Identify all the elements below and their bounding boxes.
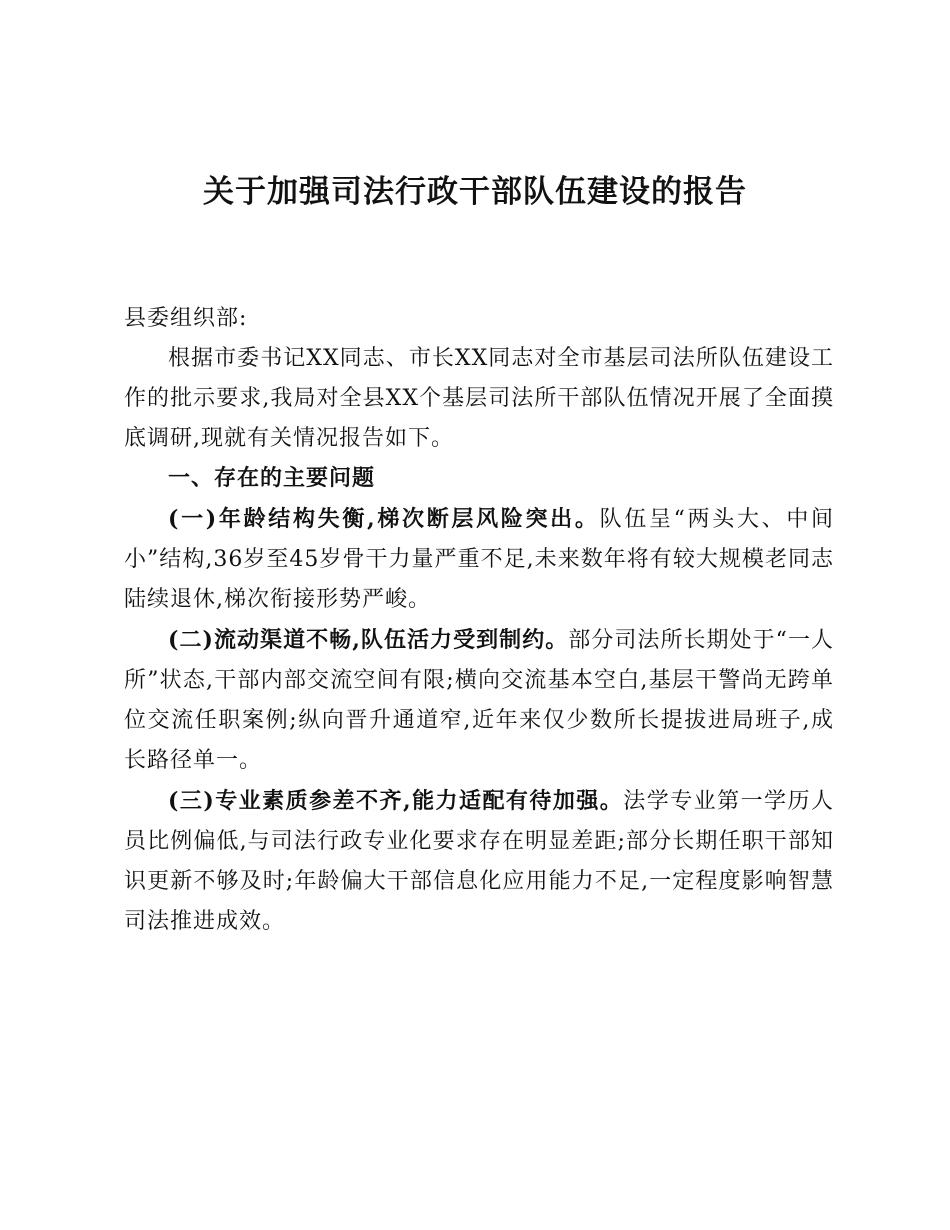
document-title: 关于加强司法行政干部队伍建设的报告 [203,174,747,210]
problem-item-2 [124,620,834,781]
problem-item-3 [124,781,834,942]
problem-item-3-lead: (三)专业素质参差不齐,能力适配有待加强。 [168,788,624,814]
document-body [124,299,834,942]
intro-paragraph: 根据市委书记XX同志、市长XX同志对全市基层司法所队伍建设工作的批示要求,我局对全县XX个基层司法所干部队伍情况开展了全面摸底调研,现就有关情况报告如下。 [124,346,834,451]
problem-item-1-text: 队伍呈“两头大、中间小”结构,36岁至45岁骨干力量严重不足,未来数年将有较大规模老同志陆续退休,梯次衔接形势严峻。 [124,507,835,612]
problem-item-2-text: 部分司法所长期处于“一人所”状态,干部内部交流空间有限;横向交流基本空白,基层干警尚无跨单位交流任职案例;纵向晋升通道窄,近年来仅少数所长提拔进局班子,成长路径单一。 [124,628,834,773]
problem-item-3-text: 法学专业第一学历人员比例偏低,与司法行政专业化要求存在明显差距;部分长期任职干部知识更新不够及时;年龄偏大干部信息化应用能力不足,一定程度影响智慧司法推进成效。 [124,789,834,934]
section-heading: 一、存在的主要问题 [168,466,376,491]
problem-item-2-lead: (二)流动渠道不畅,队伍活力受到制约。 [168,627,569,653]
salutation: 县委组织部: [124,306,248,331]
problem-item-1-lead: (一)年龄结构失衡,梯次断层风险突出。 [168,506,600,532]
problem-item-1 [124,499,834,620]
